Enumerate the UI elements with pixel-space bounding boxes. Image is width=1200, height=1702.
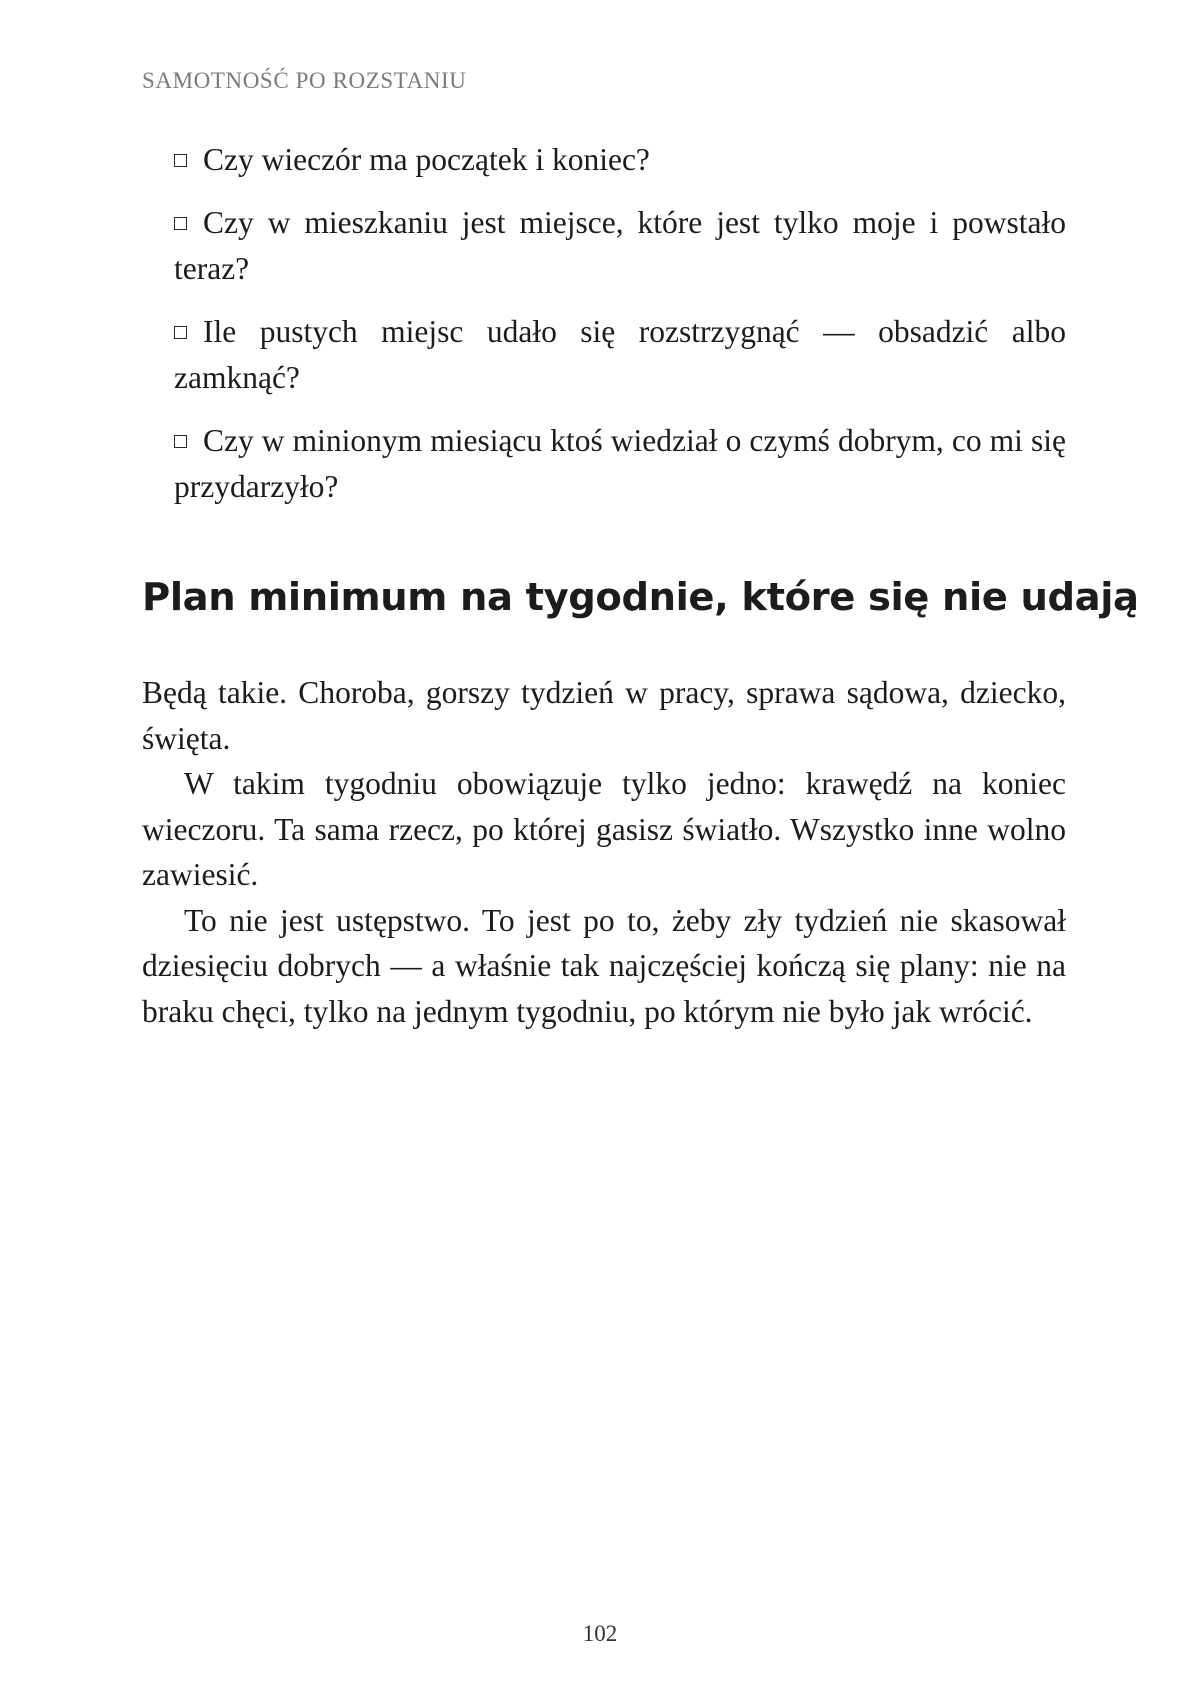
paragraph: W takim tygodniu obowiązuje tylko jedno: krawędź na koniec wieczoru. Ta sama rzecz, po której gasisz światło. Wszystko inne wolno zawiesić. [142, 766, 1066, 892]
checklist-item [174, 137, 1066, 183]
section-body [142, 670, 1066, 1034]
section-heading: Plan minimum na tygodnie, które się nie udają [142, 575, 1139, 620]
checkbox-icon [174, 435, 187, 448]
checklist-item-text: Czy wieczór ma początek i koniec? [203, 142, 650, 177]
running-header: SAMOTNOŚĆ PO ROZSTANIU [142, 68, 467, 93]
checkbox-icon [174, 217, 187, 230]
checklist-item [174, 418, 1066, 510]
checklist-item [174, 309, 1066, 401]
paragraph: To nie jest ustępstwo. To jest po to, żeby zły tydzień nie skasował dziesięciu dobrych — a właśnie tak najczęściej kończą się plany: nie na braku chęci, tylko na jednym tygodniu, po którym nie było jak wrócić. [142, 902, 1066, 1029]
page-number: 102 [582, 1621, 618, 1646]
checklist-item-text: Czy w mieszkaniu jest miejsce, które jest tylko moje i powstało teraz? [174, 205, 1066, 286]
checklist-item-text: Czy w minionym miesiącu ktoś wiedział o czymś dobrym, co mi się przydarzyło? [174, 423, 1066, 504]
checkbox-icon [174, 326, 187, 339]
checklist-item-text: Ile pustych miejsc udało się rozstrzygnąć — obsadzić albo zamknąć? [174, 314, 1066, 395]
checklist-item [174, 200, 1066, 292]
checklist [174, 137, 1066, 527]
checkbox-icon [174, 154, 187, 167]
paragraph: Będą takie. Choroba, gorszy tydzień w pracy, sprawa sądowa, dziecko, święta. [142, 675, 1066, 756]
